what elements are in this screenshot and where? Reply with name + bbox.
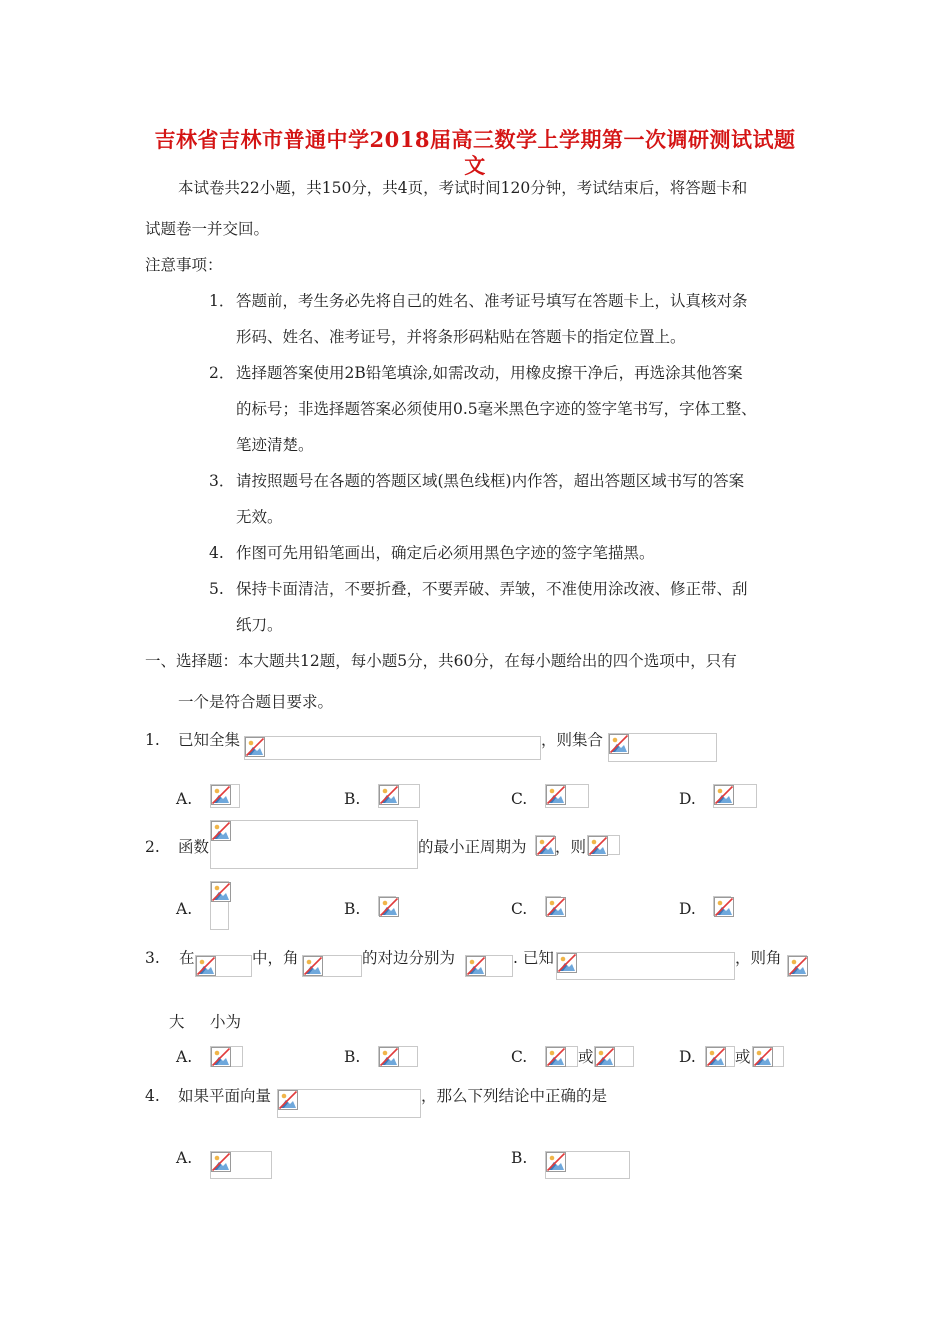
exam-title: 吉林省吉林市普通中学2018届高三数学上学期第一次调研测试试题: [154, 127, 796, 152]
question-number: 1.: [145, 731, 160, 749]
broken-image-icon: [196, 956, 216, 976]
broken-image-icon: [557, 953, 577, 973]
broken-image-icon: [546, 897, 566, 917]
question-text: 如果平面向量: [178, 1087, 272, 1105]
notice-text: 作图可先用铅笔画出，确定后必须用黑色字迹的签字笔描黑。: [236, 544, 655, 562]
broken-image-icon: [588, 836, 608, 856]
math-image: [787, 955, 807, 977]
notice-text: 请按照题号在各题的答题区域(黑色线框)内作答，超出答题区域书写的答案: [236, 472, 745, 490]
question-text: 小为: [210, 1013, 242, 1031]
broken-image-icon: [546, 785, 566, 805]
option-image: [705, 1046, 735, 1067]
broken-image-icon: [303, 956, 323, 976]
question-text: 大: [169, 1013, 185, 1031]
question-text: ，则集合: [541, 731, 604, 749]
broken-image-icon: [546, 1047, 566, 1067]
notice-number: 5.: [209, 580, 224, 598]
broken-image-icon: [278, 1090, 298, 1110]
broken-image-icon: [595, 1047, 615, 1067]
option-image: [713, 896, 731, 916]
option-image: [545, 1151, 630, 1179]
option-label: B.: [344, 900, 361, 918]
broken-image-icon: [379, 785, 399, 805]
option-label: C.: [511, 1048, 528, 1066]
math-image: [244, 736, 541, 760]
option-label: A.: [176, 790, 193, 808]
option-label: A.: [176, 1048, 193, 1066]
option-or: 或: [735, 1048, 751, 1066]
option-label: B.: [344, 1048, 361, 1066]
broken-image-icon: [211, 1047, 231, 1067]
broken-image-icon: [379, 1047, 399, 1067]
question-text: ，则: [555, 838, 587, 856]
option-image: [378, 784, 420, 808]
question-text: 中，角: [252, 949, 299, 967]
option-image: [378, 1046, 418, 1067]
option-or: 或: [578, 1048, 594, 1066]
option-image: [752, 1046, 784, 1067]
notice-text: 的标号；非选择题答案必须使用0.5毫米黑色字迹的签字笔书写，字体工整、: [236, 400, 757, 418]
intro-line: 试题卷一并交回。: [145, 220, 270, 238]
question-text: 的最小正周期为: [418, 838, 527, 856]
broken-image-icon: [466, 956, 486, 976]
option-label: A.: [176, 900, 193, 918]
option-image: [545, 1046, 578, 1067]
broken-image-icon: [714, 785, 734, 805]
notice-text: 形码、姓名、准考证号，并将条形码粘贴在答题卡的指定位置上。: [236, 328, 686, 346]
notice-text: 保持卡面清洁，不要折叠，不要弄破、弄皱，不准使用涂改液、修正带、刮: [236, 580, 748, 598]
broken-image-icon: [211, 1152, 231, 1172]
notice-heading: 注意事项：: [145, 256, 223, 274]
section-heading: 一、选择题：本大题共12题，每小题5分，共60分，在每小题给出的四个选项中，只有: [145, 652, 737, 670]
broken-image-icon: [536, 836, 556, 856]
option-image: [210, 1046, 243, 1067]
option-image: [210, 784, 240, 808]
question-number: 2.: [145, 838, 160, 856]
option-image: [545, 784, 589, 808]
math-image: [195, 955, 252, 977]
option-label: A.: [176, 1149, 193, 1167]
option-label: B.: [344, 790, 361, 808]
option-label: C.: [511, 790, 528, 808]
option-image: [378, 896, 396, 916]
broken-image-icon: [714, 897, 734, 917]
option-image: [210, 1151, 272, 1179]
notice-number: 2．: [209, 364, 235, 382]
math-image: [210, 820, 418, 869]
question-text: ，则角: [735, 949, 782, 967]
question-number: 3.: [145, 949, 160, 967]
option-label: D.: [679, 900, 696, 918]
question-text: . 已知: [513, 949, 554, 967]
math-image: [535, 835, 555, 855]
question-text: 的对边分别为: [362, 949, 456, 967]
broken-image-icon: [211, 785, 231, 805]
notice-number: 3．: [209, 472, 235, 490]
option-image: [594, 1046, 634, 1067]
broken-image-icon: [753, 1047, 773, 1067]
option-label: B.: [511, 1149, 528, 1167]
math-image: [302, 955, 362, 977]
question-text: 函数: [178, 838, 210, 856]
broken-image-icon: [609, 734, 629, 754]
broken-image-icon: [379, 897, 399, 917]
option-image: [713, 784, 757, 808]
option-image: [210, 881, 229, 930]
option-label: D.: [679, 790, 696, 808]
question-number: 4.: [145, 1087, 160, 1105]
notice-number: 1．: [209, 292, 235, 310]
math-image: [277, 1089, 421, 1118]
math-image: [556, 952, 735, 980]
question-text: 已知全集: [178, 731, 241, 749]
broken-image-icon: [211, 821, 231, 841]
notice-text: 笔迹清楚。: [236, 436, 314, 454]
option-image: [545, 896, 561, 916]
intro-line: 本试卷共22小题，共150分，共4页，考试时间120分钟，考试结束后，将答题卡和: [178, 179, 748, 197]
notice-text: 答题前，考生务必先将自己的姓名、准考证号填写在答题卡上，认真核对条: [236, 292, 748, 310]
math-image: [465, 955, 513, 977]
math-image: [587, 835, 620, 855]
broken-image-icon: [211, 882, 231, 902]
math-image: [608, 733, 717, 762]
broken-image-icon: [546, 1152, 566, 1172]
notice-text: 选择题答案使用2B铅笔填涂,如需改动，用橡皮擦干净后，再选涂其他答案: [236, 364, 743, 382]
notice-number: 4.: [209, 544, 224, 562]
broken-image-icon: [706, 1047, 726, 1067]
notice-text: 无效。: [236, 508, 283, 526]
broken-image-icon: [788, 956, 808, 976]
broken-image-icon: [245, 737, 265, 757]
question-text: ，那么下列结论中正确的是: [421, 1087, 608, 1105]
question-text: 在: [179, 949, 195, 967]
option-label: C.: [511, 900, 528, 918]
exam-title-suffix: 文: [464, 153, 486, 178]
notice-text: 纸刀。: [236, 616, 283, 634]
section-heading: 一个是符合题目要求。: [178, 693, 334, 711]
option-label: D.: [679, 1048, 696, 1066]
